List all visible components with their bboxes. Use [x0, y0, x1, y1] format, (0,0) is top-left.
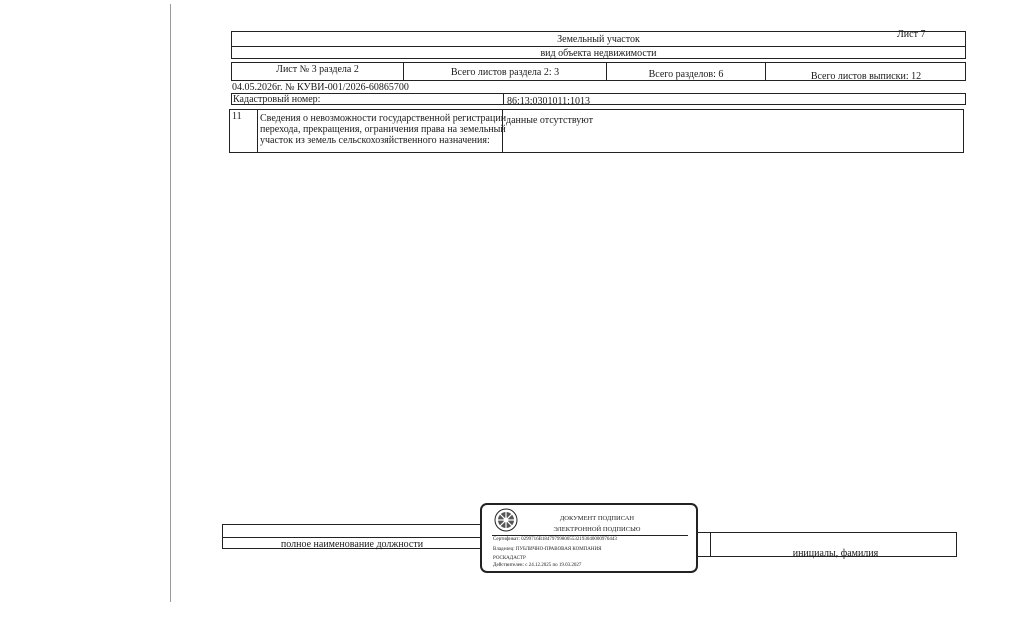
stamp-owner-line-1: Владелец: ПУБЛИЧНО-ПРАВОВАЯ КОМПАНИЯ [493, 547, 602, 552]
stamp-certificate: Сертификат: 0299716B184797998005532193040000976443 [493, 537, 617, 542]
total-sections: Всего разделов: 6 [648, 69, 724, 80]
stamp-validity: Действителен: с 24.12.2025 по 19.03.2027 [493, 563, 582, 568]
row11-description-line-2: перехода, прекращения, ограничения права на земельный [260, 124, 506, 135]
row11-description-line-3: участок из земель сельскохозяйственного назначения: [260, 135, 490, 146]
cadastral-number: 86:13:0301011:1013 [507, 96, 590, 107]
sheet-info-row [231, 62, 966, 81]
sheet-of-section: Лист № 3 раздела 2 [276, 64, 359, 75]
page-left-edge-line [170, 4, 171, 602]
document-number: 04.05.2026г. № КУВИ-001/2026-60865700 [232, 82, 409, 93]
cadastral-label: Кадастровый номер: [233, 94, 321, 105]
position-caption: полное наименование должности [280, 539, 424, 550]
signature-name-box [697, 532, 957, 557]
row11-value: данные отсутствуют [506, 115, 593, 126]
object-type-divider [232, 46, 965, 47]
sheet-label: Лист 7 [897, 29, 926, 40]
stamp-line-1: ДОКУМЕНТ ПОДПИСАН [559, 515, 635, 522]
signature-position-box [222, 524, 482, 549]
name-caption: инициалы, фамилия [792, 548, 879, 559]
object-subtitle: вид объекта недвижимости [540, 48, 657, 59]
stamp-line-2: ЭЛЕКТРОННОЙ ПОДПИСЬЮ [553, 526, 641, 533]
stamp-divider [492, 535, 688, 536]
stamp-owner-line-2: РОСКАДАСТР [493, 556, 526, 561]
roskadastr-emblem-icon [493, 508, 519, 532]
electronic-signature-stamp [480, 503, 698, 573]
cadastral-row [231, 93, 966, 105]
name-box-divider [710, 533, 711, 556]
total-section-sheets: Всего листов раздела 2: 3 [450, 67, 560, 78]
cadastral-divider [503, 94, 504, 104]
row-number: 11 [232, 111, 242, 122]
record-row-11 [229, 109, 964, 153]
object-title: Земельный участок [557, 34, 640, 45]
row11-description-line-1: Сведения о невозможности государственной регистрации [260, 113, 507, 124]
total-extract-sheets: Всего листов выписки: 12 [810, 71, 922, 82]
object-type-box [231, 31, 966, 59]
row11-divider-1 [257, 110, 258, 152]
position-divider [223, 537, 481, 538]
